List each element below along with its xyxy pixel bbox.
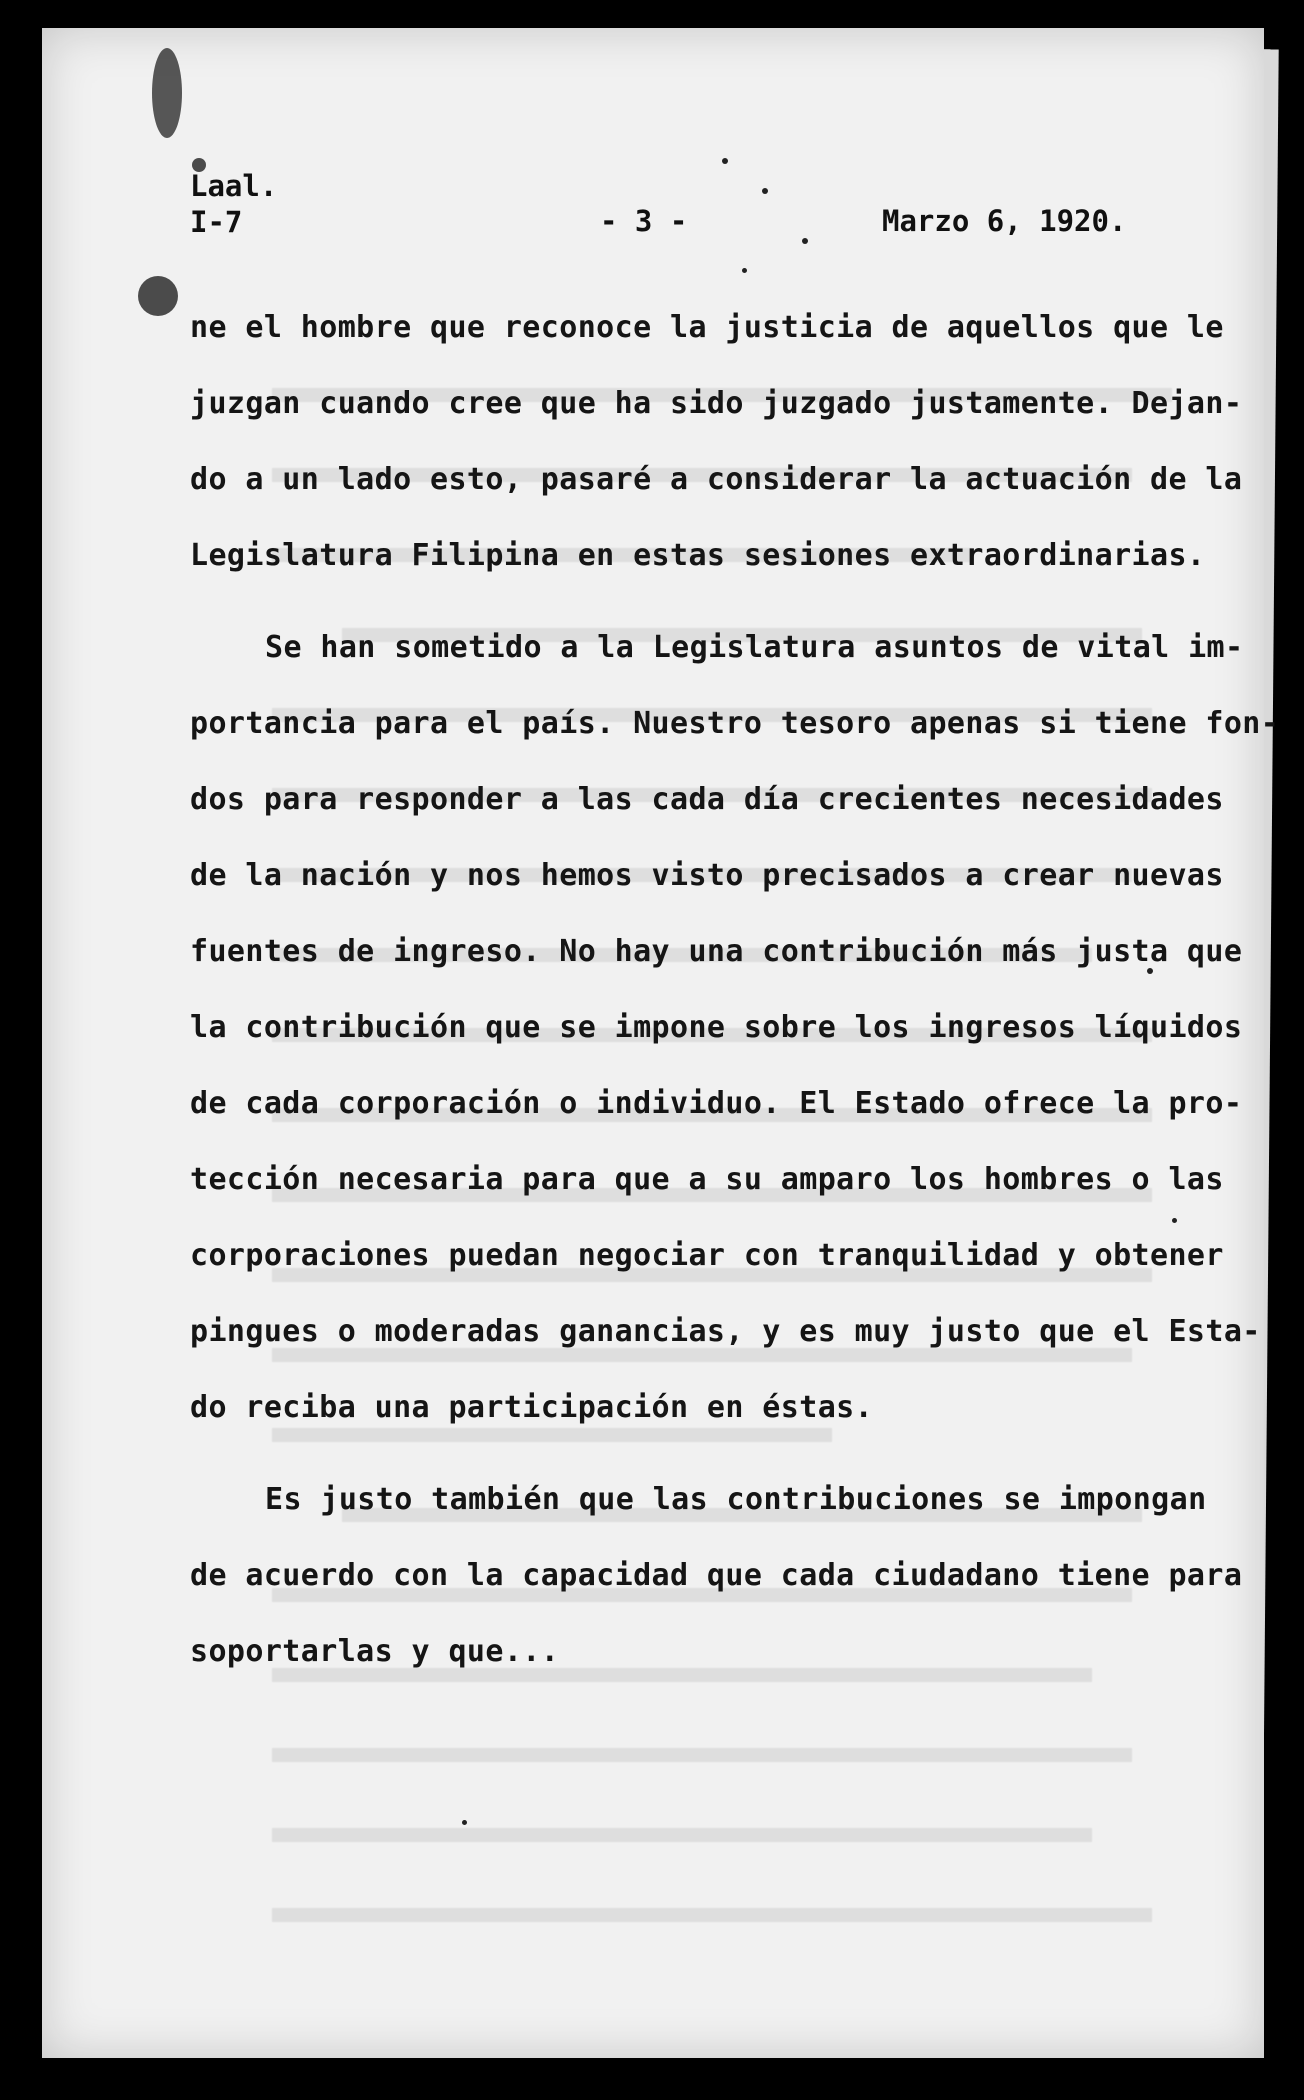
ink-spot (742, 268, 747, 273)
reference-code (190, 168, 277, 240)
text-line: Es justo también que las contribuciones se impongan (265, 1482, 1207, 1517)
text-line: de la nación y nos hemos visto precisados a crear nuevas (190, 858, 1224, 893)
text-line: soportarlas y que... (190, 1634, 560, 1669)
text-line: Se han sometido a la Legislatura asuntos de vital im- (265, 630, 1244, 665)
text-line: ne el hombre que reconoce la justicia de aquellos que le (190, 310, 1224, 345)
ink-spot (802, 238, 808, 244)
ink-spot (462, 1820, 467, 1825)
text-line: de acuerdo con la capacidad que cada ciudadano tiene para (190, 1558, 1243, 1593)
ink-spot (1172, 1218, 1177, 1223)
text-line: tección necesaria para que a su amparo los hombres o las (190, 1162, 1224, 1197)
text-line: do a un lado esto, pasaré a considerar la actuación de la (190, 462, 1243, 497)
ink-spot (152, 48, 182, 138)
reference-line-1: Laal. (190, 169, 278, 203)
text-line: de cada corporación o individuo. El Estado ofrece la pro- (190, 1086, 1243, 1121)
text-line: pingues o moderadas ganancias, y es muy justo que el Esta- (190, 1314, 1261, 1349)
ink-spot (722, 158, 728, 164)
text-line: corporaciones puedan negociar con tranquilidad y obtener (190, 1238, 1224, 1273)
reference-line-2: I-7 (190, 205, 243, 239)
document-date: Marzo 6, 1920. (882, 204, 1127, 238)
text-line: portancia para el país. Nuestro tesoro apenas si tiene fon- (190, 706, 1280, 741)
text-line: fuentes de ingreso. No hay una contribución más justa que (190, 934, 1243, 969)
text-line: dos para responder a las cada día crecientes necesidades (190, 782, 1224, 817)
text-line: do reciba una participación en éstas. (190, 1390, 874, 1425)
ink-spot (762, 188, 768, 194)
ink-spot (138, 276, 178, 316)
text-line: Legislatura Filipina en estas sesiones extraordinarias. (190, 538, 1206, 573)
text-line: la contribución que se impone sobre los ingresos líquidos (190, 1010, 1243, 1045)
page-number: - 3 - (600, 204, 688, 238)
text-line: juzgan cuando cree que ha sido juzgado justamente. Dejan- (190, 386, 1243, 421)
